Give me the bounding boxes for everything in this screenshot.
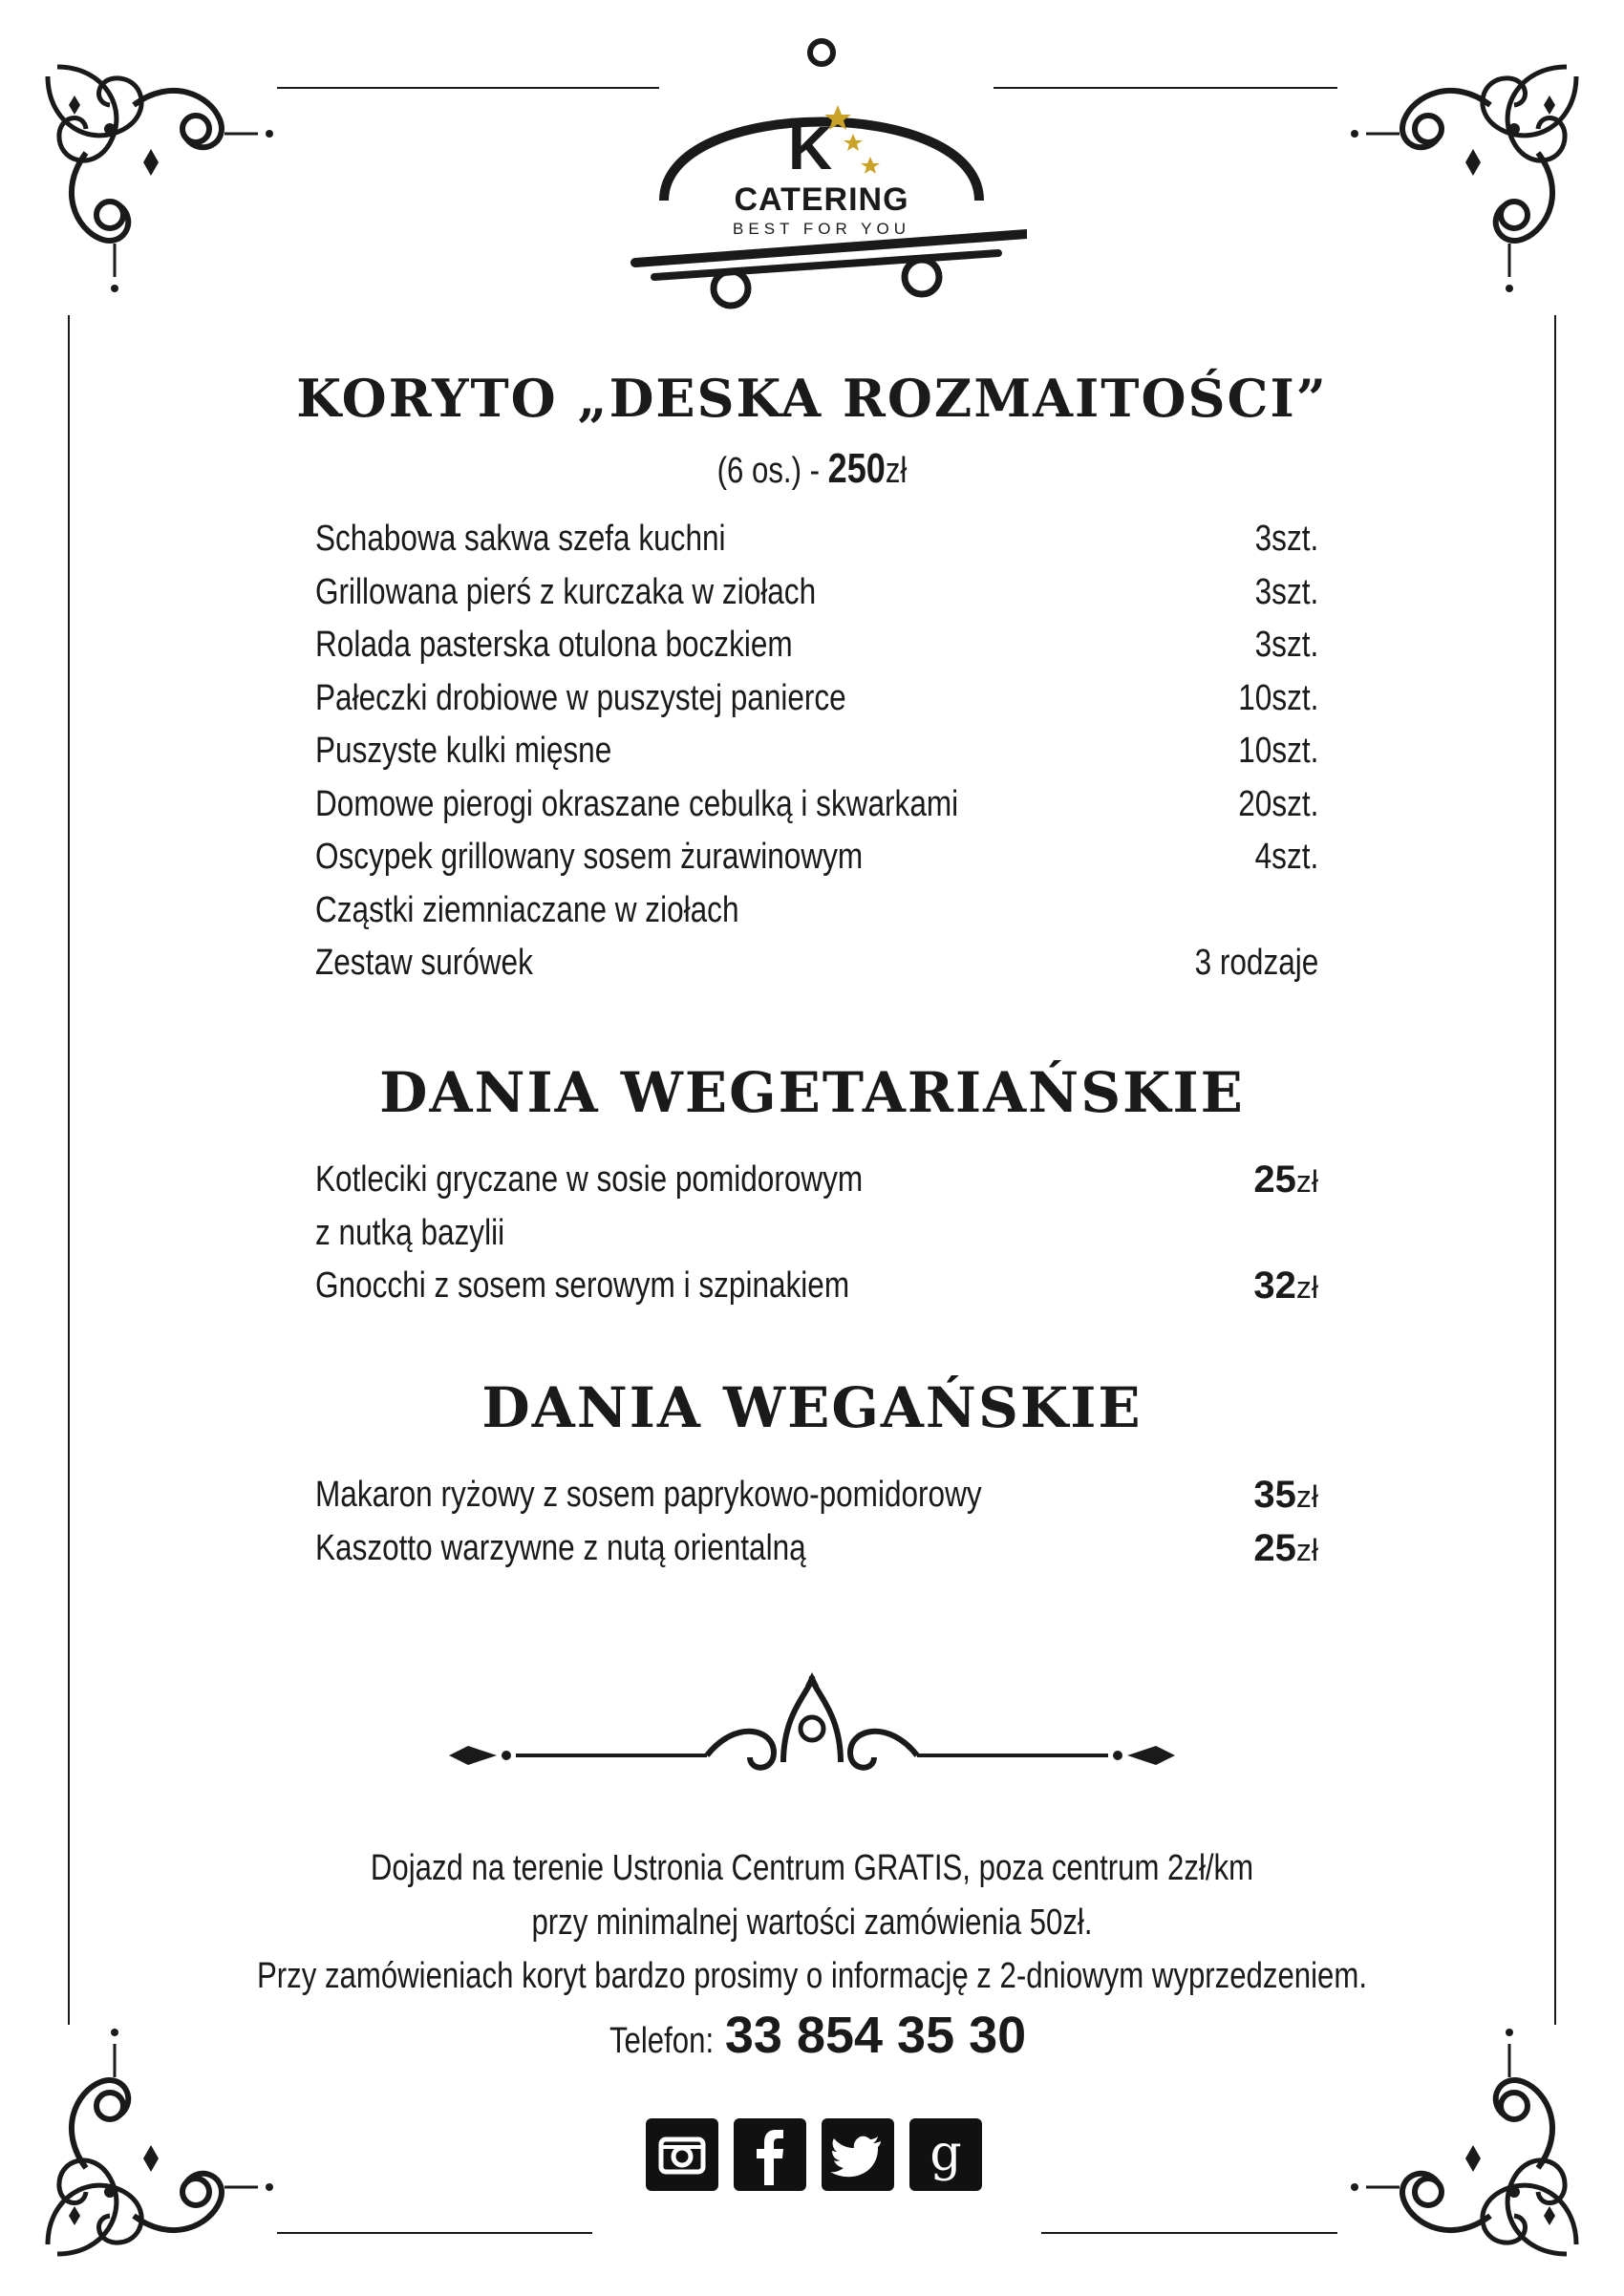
item-price: 32zł [1253, 1265, 1318, 1307]
servings-label: (6 os.) - [716, 451, 828, 491]
phone-label: Telefon: [609, 2021, 714, 2061]
item-name: Kaszotto warzywne z nutą orientalną [315, 1527, 806, 1568]
item-name: Rolada pasterska otulona boczkiem [315, 625, 793, 665]
list-item [315, 884, 1318, 938]
logo-letter: K [788, 114, 833, 182]
logo-tagline: BEST FOR YOU [733, 220, 910, 238]
item-price: 25zł [1253, 1526, 1318, 1569]
list-item [315, 1154, 1318, 1207]
minimum-order-info: przy minimalnej wartości zamówienia 50zł. [531, 1903, 1093, 1943]
vegan-title: DANIA WEGAŃSKIE [481, 1375, 1143, 1440]
list-item [315, 566, 1318, 620]
social-icons [646, 2118, 990, 2195]
item-qty: 20szt. [1237, 783, 1318, 824]
item-qty: 3 rodzaje [1194, 943, 1318, 983]
phone-line [0, 2006, 1624, 2065]
item-name: Kotleciki gryczane w sosie pomidorowym [315, 1159, 864, 1200]
star-icon [844, 134, 863, 151]
board-items-list [315, 513, 1318, 990]
item-name: Cząstki ziemniaczane w ziołach [315, 889, 739, 930]
catering-logo [626, 38, 1027, 325]
divider-ornament [449, 1672, 1175, 1768]
item-qty: 3szt. [1254, 625, 1318, 665]
item-name: Grillowana pierś z kurczaka w ziołach [315, 571, 817, 612]
board-servings [146, 445, 1478, 493]
list-item [315, 1207, 1318, 1261]
logo-name: CATERING [734, 181, 909, 218]
item-name: Domowe pierogi okraszane cebulką i skwarkami [315, 783, 959, 824]
list-item [315, 619, 1318, 672]
vegan-list [315, 1469, 1318, 1575]
item-name: Oscypek grillowany sosem żurawinowym [315, 837, 864, 877]
phone-number[interactable]: 33 854 35 30 [724, 2007, 1027, 2064]
list-item [315, 831, 1318, 884]
list-item [315, 1260, 1318, 1313]
item-qty: 10szt. [1237, 677, 1318, 718]
vegetarian-title: DANIA WEGETARIAŃSKIE [379, 1060, 1245, 1125]
item-price: 25zł [1253, 1159, 1318, 1201]
item-qty: 3szt. [1254, 571, 1318, 612]
item-qty: 3szt. [1254, 519, 1318, 559]
item-name: Pałeczki drobiowe w puszystej panierce [315, 677, 846, 718]
item-name: Makaron ryżowy z sosem paprykowo-pomidorowy [315, 1475, 982, 1515]
list-item [315, 1522, 1318, 1576]
list-item [315, 937, 1318, 990]
svg-text:g: g [930, 2125, 962, 2182]
item-name: Puszyste kulki mięsne [315, 731, 612, 771]
delivery-info: Dojazd na terenie Ustronia Centrum GRATIS, poza centrum 2zł/km [370, 1848, 1254, 1888]
item-name: Schabowa sakwa szefa kuchni [315, 519, 726, 559]
advance-notice-info: Przy zamówieniach koryt bardzo prosimy o informację z 2-dniowym wyprzedzeniem. [257, 1956, 1367, 1996]
item-name: Gnocchi z sosem serowym i szpinakiem [315, 1265, 850, 1306]
board-title: KORYTO „DESKA ROZMAITOŚCI” [296, 368, 1328, 429]
star-icon [861, 157, 880, 174]
list-item [315, 1469, 1318, 1522]
list-item [315, 778, 1318, 832]
google-plus-icon[interactable] [909, 2118, 982, 2191]
board-price-value: 250 [827, 445, 886, 492]
item-qty: 4szt. [1254, 837, 1318, 877]
item-name: z nutką bazylii [315, 1212, 505, 1253]
vegetarian-list [315, 1154, 1318, 1313]
board-price-unit: zł [885, 451, 908, 491]
list-item [315, 672, 1318, 726]
item-name: Zestaw surówek [315, 943, 533, 983]
list-item [315, 513, 1318, 566]
item-price: 35zł [1253, 1474, 1318, 1516]
list-item [315, 725, 1318, 778]
twitter-icon[interactable] [822, 2118, 894, 2191]
facebook-icon[interactable] [734, 2118, 806, 2191]
instagram-icon[interactable] [646, 2118, 718, 2191]
item-qty: 10szt. [1237, 731, 1318, 771]
